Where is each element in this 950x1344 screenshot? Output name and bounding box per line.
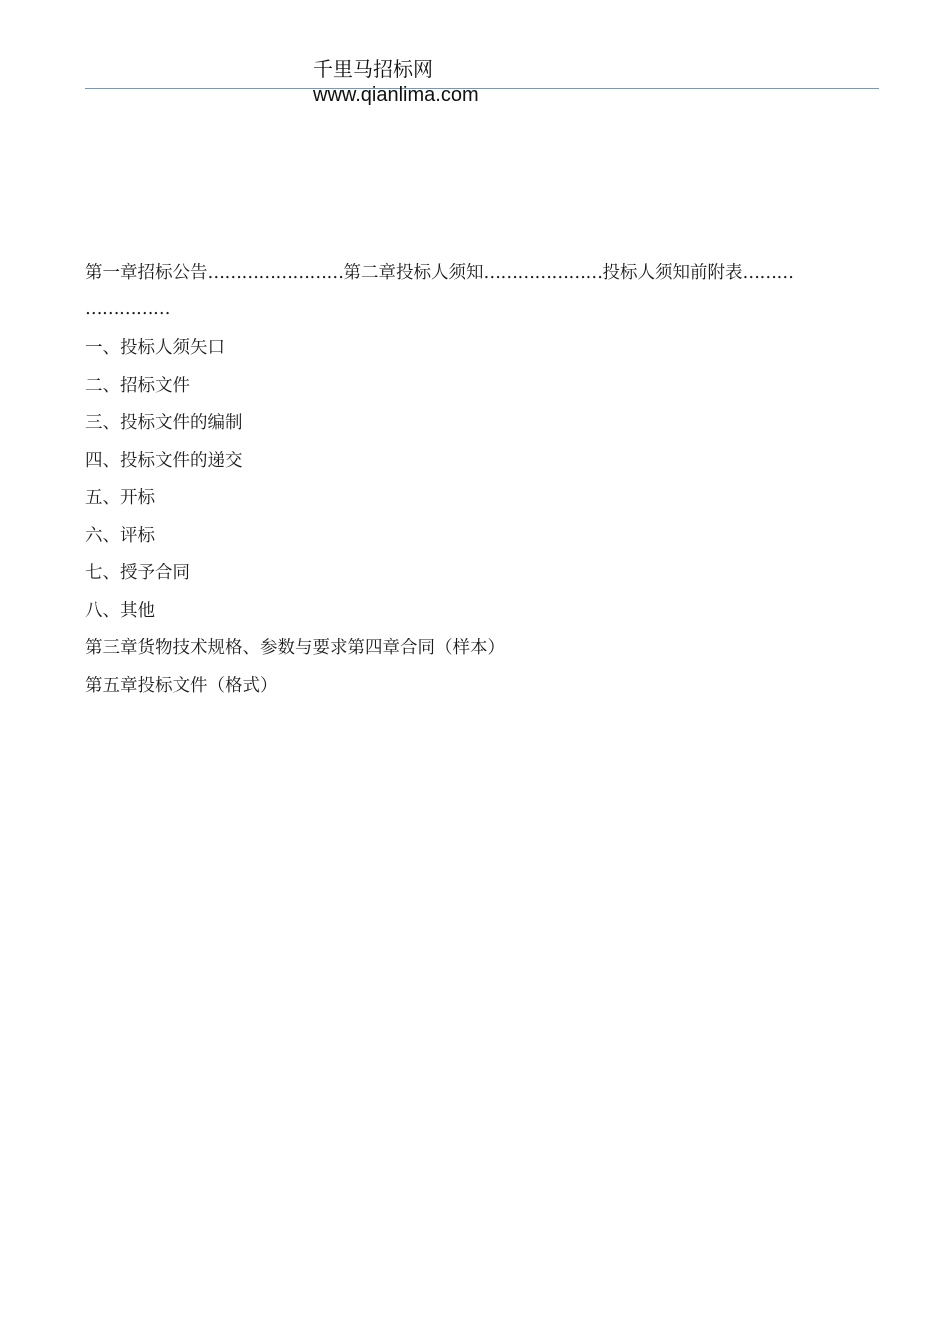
toc-item: 五、开标 xyxy=(85,488,155,508)
toc-leader-dots: ……… xyxy=(742,263,794,283)
toc-item: 四、投标文件的递交 xyxy=(85,451,243,471)
toc-chapter-1: 第一章招标公告 xyxy=(85,263,208,283)
toc-appendix-table: 投标人须知前附表 xyxy=(602,263,743,283)
header-site-name: 千里马招标网 xyxy=(313,57,433,81)
toc-item: 八、其他 xyxy=(85,601,155,621)
toc-item: 一、投标人须矢口 xyxy=(85,338,225,358)
toc-leader-dots-continuation: …………… xyxy=(85,299,170,319)
header-divider xyxy=(85,88,879,89)
toc-item: 七、授予合同 xyxy=(85,563,190,583)
toc-line-chapters-1-2 xyxy=(85,260,794,286)
toc-chapter-5: 第五章投标文件（格式） xyxy=(85,676,278,696)
toc-item: 三、投标文件的编制 xyxy=(85,413,243,433)
toc-leader-dots: …………………… xyxy=(207,263,344,283)
toc-item: 二、招标文件 xyxy=(85,376,190,396)
toc-chapters-3-4: 第三章货物技术规格、参数与要求第四章合同（样本） xyxy=(85,638,505,658)
toc-chapter-2: 第二章投标人须知 xyxy=(343,263,484,283)
toc-leader-dots: ………………… xyxy=(483,263,603,283)
toc-item: 六、评标 xyxy=(85,526,155,546)
header-site-url: www.qianlima.com xyxy=(313,84,479,106)
